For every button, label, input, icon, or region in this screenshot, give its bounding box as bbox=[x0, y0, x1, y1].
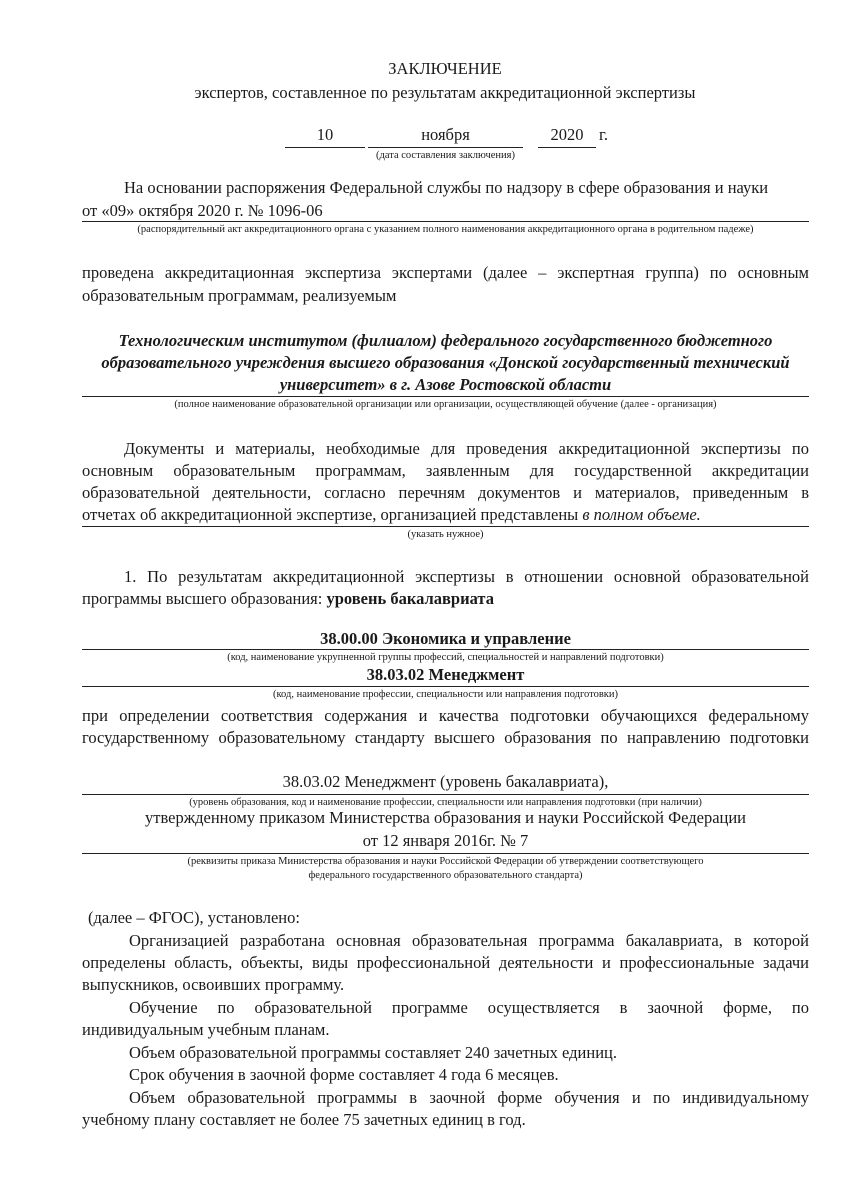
education-level: уровень бакалавриата bbox=[326, 589, 494, 608]
organization-line-3: университет» в г. Азове Ростовской области bbox=[279, 375, 612, 394]
date-caption: (дата составления заключения) bbox=[376, 150, 515, 161]
date-day-underline bbox=[285, 147, 365, 148]
document-title: ЗАКЛЮЧЕНИЕ bbox=[388, 59, 502, 78]
documents-line-3: образовательной деятельности, согласно перечням документов и материалов, приведенным в bbox=[82, 483, 809, 502]
specialty-group-caption: (код, наименование укрупненной группы профессий, специальностей и направлений подготовки) bbox=[227, 652, 664, 663]
document-subtitle: экспертов, составленное по результатам аккредитационной экспертизы bbox=[194, 83, 696, 102]
documents-line-2: основным образовательным программам, заявленным для государственной аккредитации bbox=[82, 461, 809, 480]
standard-level-underline bbox=[82, 794, 809, 795]
documents-scope: в полном объеме. bbox=[582, 505, 701, 524]
finding-5-line-2: учебному плану составляет не более 75 зачетных единиц в год. bbox=[82, 1110, 526, 1129]
finding-3: Объем образовательной программы составляет 240 зачетных единиц. bbox=[129, 1043, 617, 1062]
finding-1-line-2: определены область, объекты, виды профессиональной деятельности и профессиональные задачи bbox=[82, 953, 809, 972]
section1-line-2 bbox=[82, 588, 809, 611]
date-year-suffix: г. bbox=[599, 125, 609, 144]
finding-4: Срок обучения в заочной форме составляет 4 года 6 месяцев. bbox=[129, 1065, 559, 1084]
finding-2-line-2: индивидуальным учебным планам. bbox=[82, 1020, 330, 1039]
documents-underline bbox=[82, 526, 809, 527]
documents-line-4 bbox=[82, 504, 809, 527]
conducted-line-2: образовательным программам, реализуемым bbox=[82, 286, 397, 305]
organization-line-1: Технологическим институтом (филиалом) федерального государственного бюджетного bbox=[118, 331, 773, 350]
documents-line-4-text: отчетах об аккредитационной экспертизе, организацией представлены bbox=[82, 505, 583, 524]
section1-line-1: 1. По результатам аккредитационной экспертизы в отношении основной образовательной bbox=[124, 567, 809, 586]
basis-caption: (распорядительный акт аккредитационного органа с указанием полного наименования аккредитационного органа в родительном падеже) bbox=[137, 224, 754, 235]
training-direction-underline bbox=[82, 686, 809, 687]
basis-line-2: от «09» октября 2020 г. № 1096-06 bbox=[82, 201, 323, 220]
specialty-group: 38.00.00 Экономика и управление bbox=[320, 629, 571, 648]
approved-line-1: утвержденному приказом Министерства образования и науки Российской Федерации bbox=[144, 808, 747, 827]
approved-line-2: от 12 января 2016г. № 7 bbox=[362, 831, 529, 850]
documents-caption: (указать нужное) bbox=[407, 529, 484, 540]
date-month: ноября bbox=[421, 125, 470, 144]
organization-caption: (полное наименование образовательной организации или организации, осуществляющей обучение (далее - организация) bbox=[174, 399, 717, 410]
order-caption-2: федерального государственного образовательного стандарта) bbox=[308, 870, 583, 881]
date-year: 2020 bbox=[550, 125, 584, 144]
training-direction: 38.03.02 Менеджмент bbox=[366, 665, 525, 684]
section1-text-2: государственному образовательному стандарту высшего образования по направлению подготовки bbox=[82, 728, 809, 747]
training-direction-caption: (код, наименование профессии, специальности или направления подготовки) bbox=[272, 689, 619, 700]
finding-1-line-3: выпускников, освоивших программу. bbox=[82, 975, 345, 994]
findings-intro: (далее – ФГОС), установлено: bbox=[88, 908, 300, 927]
order-caption-1: (реквизиты приказа Министерства образования и науки Российской Федерации об утверждении соответствующего bbox=[187, 856, 704, 867]
section1-line-2-text: программы высшего образования: bbox=[82, 589, 327, 608]
conducted-line-1: проведена аккредитационная экспертиза экспертами (далее – экспертная группа) по основным bbox=[82, 263, 809, 282]
organization-underline bbox=[82, 396, 809, 397]
finding-5-line-1: Объем образовательной программы в заочной форме обучения и по индивидуальному bbox=[129, 1088, 809, 1107]
approved-underline bbox=[82, 853, 809, 854]
finding-2-line-1: Обучение по образовательной программе осуществляется в заочной форме, по bbox=[129, 998, 809, 1017]
date-day: 10 bbox=[316, 125, 334, 144]
documents-line-1: Документы и материалы, необходимые для проведения аккредитационной экспертизы по bbox=[124, 439, 809, 458]
finding-1-line-1: Организацией разработана основная образовательная программа бакалавриата, в которой bbox=[129, 931, 809, 950]
date-month-underline bbox=[368, 147, 523, 148]
standard-level: 38.03.02 Менеджмент (уровень бакалавриата), bbox=[282, 772, 609, 791]
date-year-underline bbox=[538, 147, 596, 148]
organization-line-2: образовательного учреждения высшего образования «Донской государственный технический bbox=[101, 353, 790, 372]
basis-line-1: На основании распоряжения Федеральной службы по надзору в сфере образования и науки bbox=[124, 178, 769, 197]
section1-text-1: при определении соответствия содержания и качества подготовки обучающихся федеральному bbox=[82, 706, 809, 725]
standard-level-caption: (уровень образования, код и наименование профессии, специальности или направления подготовки (при наличии) bbox=[189, 797, 702, 808]
specialty-group-underline bbox=[82, 649, 809, 650]
basis-underline bbox=[82, 221, 809, 222]
